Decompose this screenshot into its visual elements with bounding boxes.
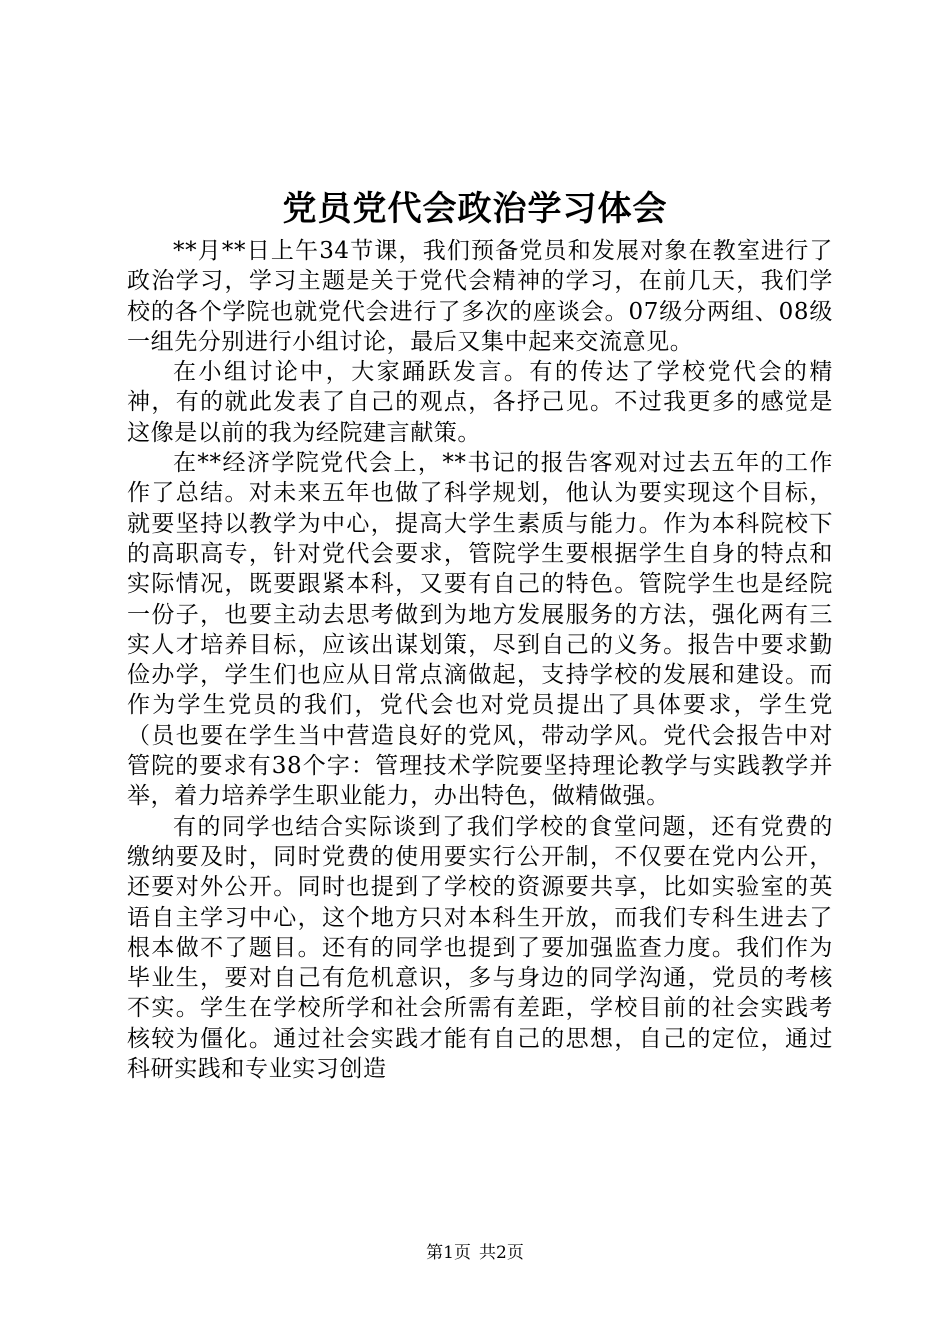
page-footer xyxy=(0,1241,950,1265)
paragraph: 有的同学也结合实际谈到了我们学校的食堂问题，还有党费的缴纳要及时，同时党费的使用要实行公开制，不仅要在党内公开，还要对外公开。同时也提到了学校的资源要共享，比如实验室的英语自主学习中心，这个地方只对本科生开放，而我们专科生进去了根本做不了题目。还有的同学也提到了要加强监查力度。我们作为毕业生，要对自己有危机意识，多与身边的同学沟通，党员的考核不实。学生在学校所学和社会所需有差距，学校目前的社会实践考核较为僵化。通过社会实践才能有自己的思想，自己的定位，通过科研实践和专业实习创造 xyxy=(127,813,833,1083)
paragraph: **月**日上午34节课，我们预备党员和发展对象在教室进行了政治学习，学习主题是关于党代会精神的学习，在前几天，我们学校的各个学院也就党代会进行了多次的座谈会。07级分两组、08级一组先分别进行小组讨论，最后又集中起来交流意见。 xyxy=(127,238,833,355)
document-body xyxy=(127,236,833,1084)
paragraph: 在**经济学院党代会上，**书记的报告客观对过去五年的工作作了总结。对未来五年也做了科学规划，他认为要实现这个目标，就要坚持以教学为中心，提高大学生素质与能力。作为本科院校下的高职高专，针对党代会要求，管院学生要根据学生自身的特点和实际情况，既要跟紧本科，又要有自己的特色。管院学生也是经院一份子，也要主动去思考做到为地方发展服务的方法，强化两有三实人才培养目标，应该出谋划策，尽到自己的义务。报告中要求勤俭办学，学生们也应从日常点滴做起，支持学校的发展和建设。而作为学生党员的我们，党代会也对党员提出了具体要求，学生党（员也要在学生当中营造良好的党风，带动学风。党代会报告中对管院的要求有38个字：管理技术学院要坚持理论教学与实践教学并举，着力培养学生职业能力，办出特色，做精做强。 xyxy=(127,450,833,810)
paragraph: 在小组讨论中，大家踊跃发言。有的传达了学校党代会的精神，有的就此发表了自己的观点，各抒己见。不过我更多的感觉是这像是以前的我为经院建言献策。 xyxy=(127,359,833,446)
document-title: 党员党代会政治学习体会 xyxy=(282,189,668,229)
page-number: 第1页 xyxy=(426,1243,471,1263)
page-total: 共2页 xyxy=(479,1243,524,1263)
